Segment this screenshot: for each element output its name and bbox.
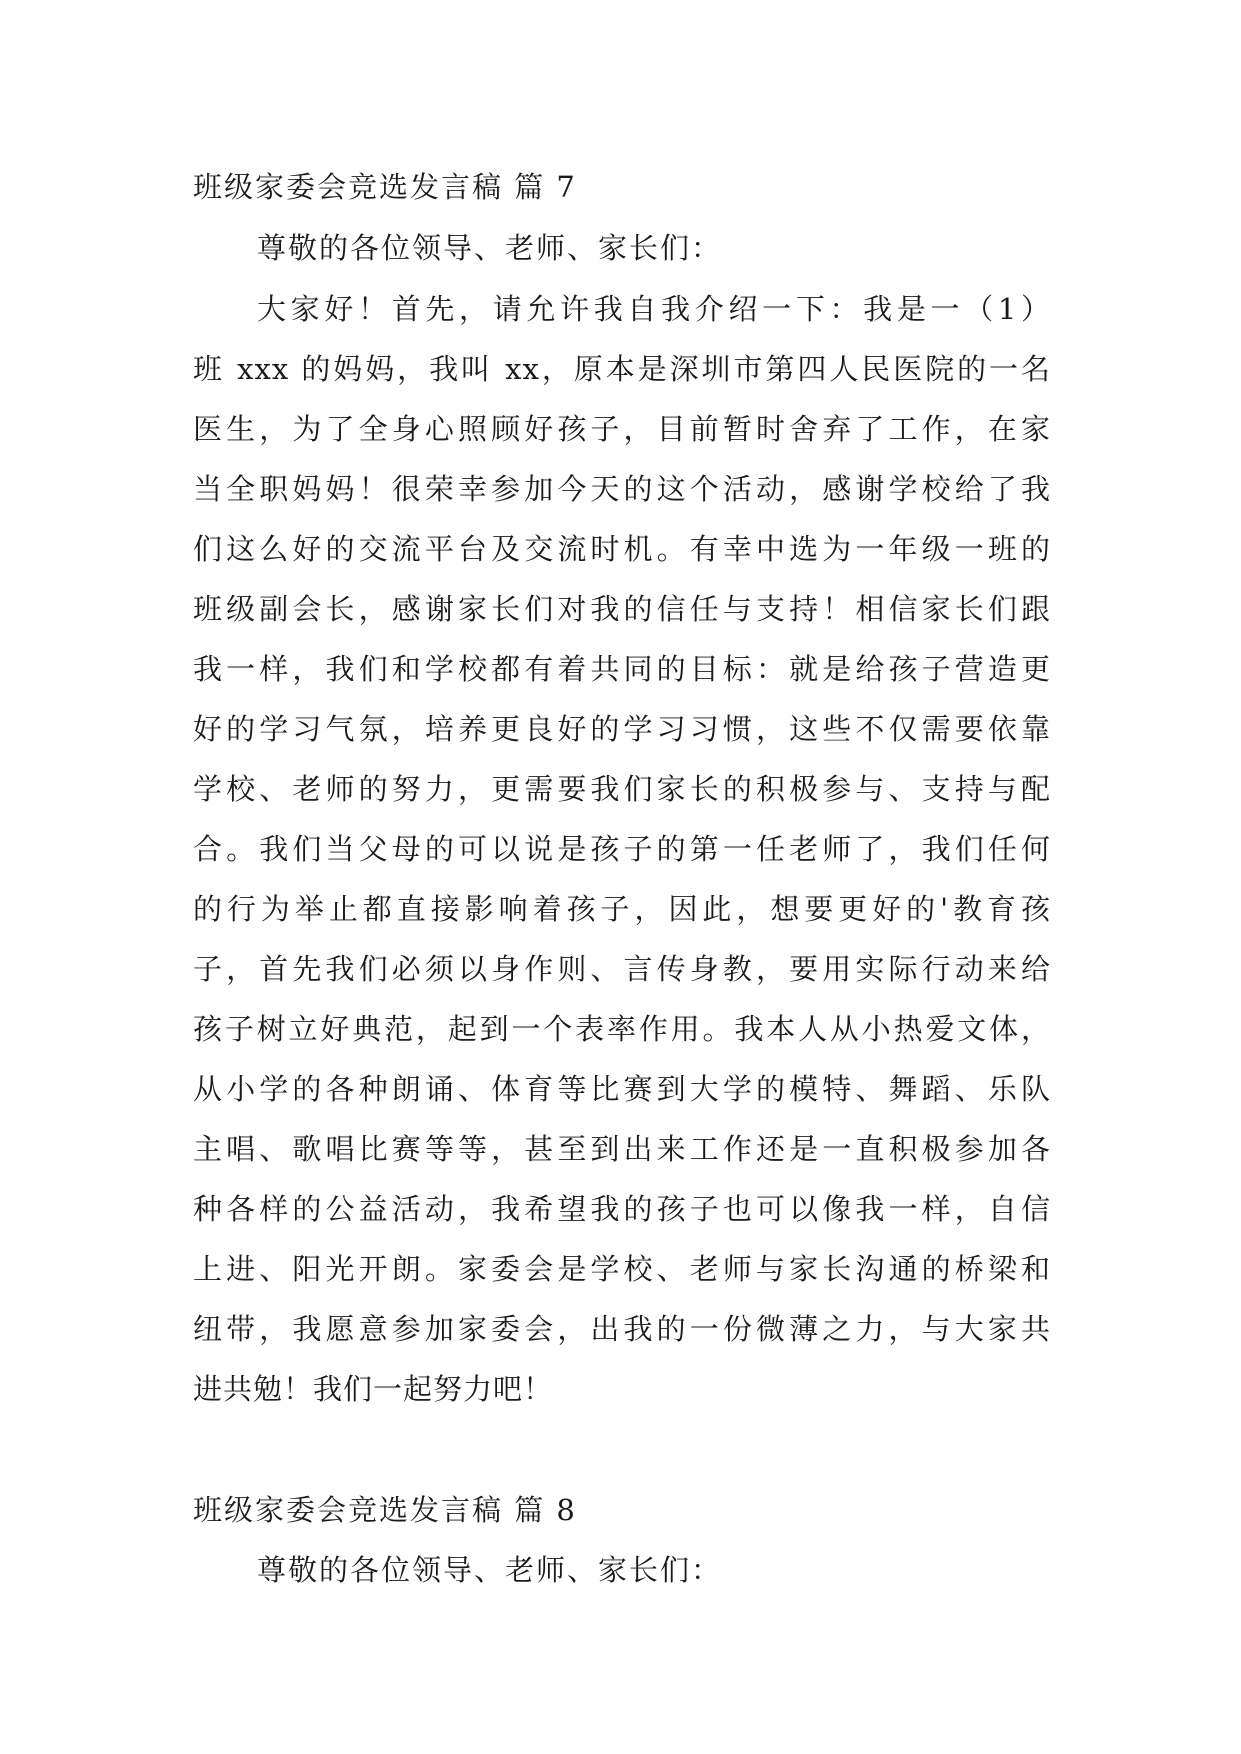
section-8-greeting: 尊敬的各位领导、老师、家长们：: [257, 1553, 723, 1587]
paragraph-line: 当全职妈妈！很荣幸参加今天的这个活动，感谢学校给了我: [193, 472, 1051, 506]
paragraph-line: 学校、老师的努力，更需要我们家长的积极参与、支持与配: [193, 772, 1051, 806]
paragraph-line: 班 xxx 的妈妈，我叫 xx，原本是深圳市第四人民医院的一名: [193, 352, 1051, 386]
section-8-title: 班级家委会竞选发言稿 篇 8: [193, 1493, 577, 1527]
paragraph-line: 纽带，我愿意参加家委会，出我的一份微薄之力，与大家共: [193, 1312, 1051, 1346]
paragraph-line: 主唱、歌唱比赛等等，甚至到出来工作还是一直积极参加各: [193, 1132, 1051, 1166]
paragraph-line: 班级副会长，感谢家长们对我的信任与支持！相信家长们跟: [193, 592, 1051, 626]
paragraph-line: 子，首先我们必须以身作则、言传身教，要用实际行动来给: [193, 952, 1051, 986]
paragraph-line: 医生，为了全身心照顾好孩子，目前暂时舍弃了工作，在家: [193, 412, 1051, 446]
section-7-title: 班级家委会竞选发言稿 篇 7: [193, 170, 577, 204]
paragraph-line: 种各样的公益活动，我希望我的孩子也可以像我一样，自信: [193, 1192, 1051, 1226]
paragraph-line: 上进、阳光开朗。家委会是学校、老师与家长沟通的桥梁和: [193, 1252, 1051, 1286]
paragraph-line: 我一样，我们和学校都有着共同的目标：就是给孩子营造更: [193, 652, 1051, 686]
paragraph-line-last: 进共勉！我们一起努力吧！: [193, 1372, 554, 1406]
section-7-greeting: 尊敬的各位领导、老师、家长们：: [257, 231, 723, 265]
paragraph-line: 孩子树立好典范，起到一个表率作用。我本人从小热爱文体，: [193, 1012, 1051, 1046]
paragraph-line: 大家好！首先，请允许我自我介绍一下：我是一（1）: [257, 292, 1051, 326]
paragraph-line: 的行为举止都直接影响着孩子，因此，想要更好的'教育孩: [193, 892, 1051, 926]
paragraph-line: 合。我们当父母的可以说是孩子的第一任老师了，我们任何: [193, 832, 1051, 866]
paragraph-line: 从小学的各种朗诵、体育等比赛到大学的模特、舞蹈、乐队: [193, 1072, 1051, 1106]
paragraph-line: 们这么好的交流平台及交流时机。有幸中选为一年级一班的: [193, 532, 1051, 566]
paragraph-line: 好的学习气氛，培养更良好的学习习惯，这些不仅需要依靠: [193, 712, 1051, 746]
